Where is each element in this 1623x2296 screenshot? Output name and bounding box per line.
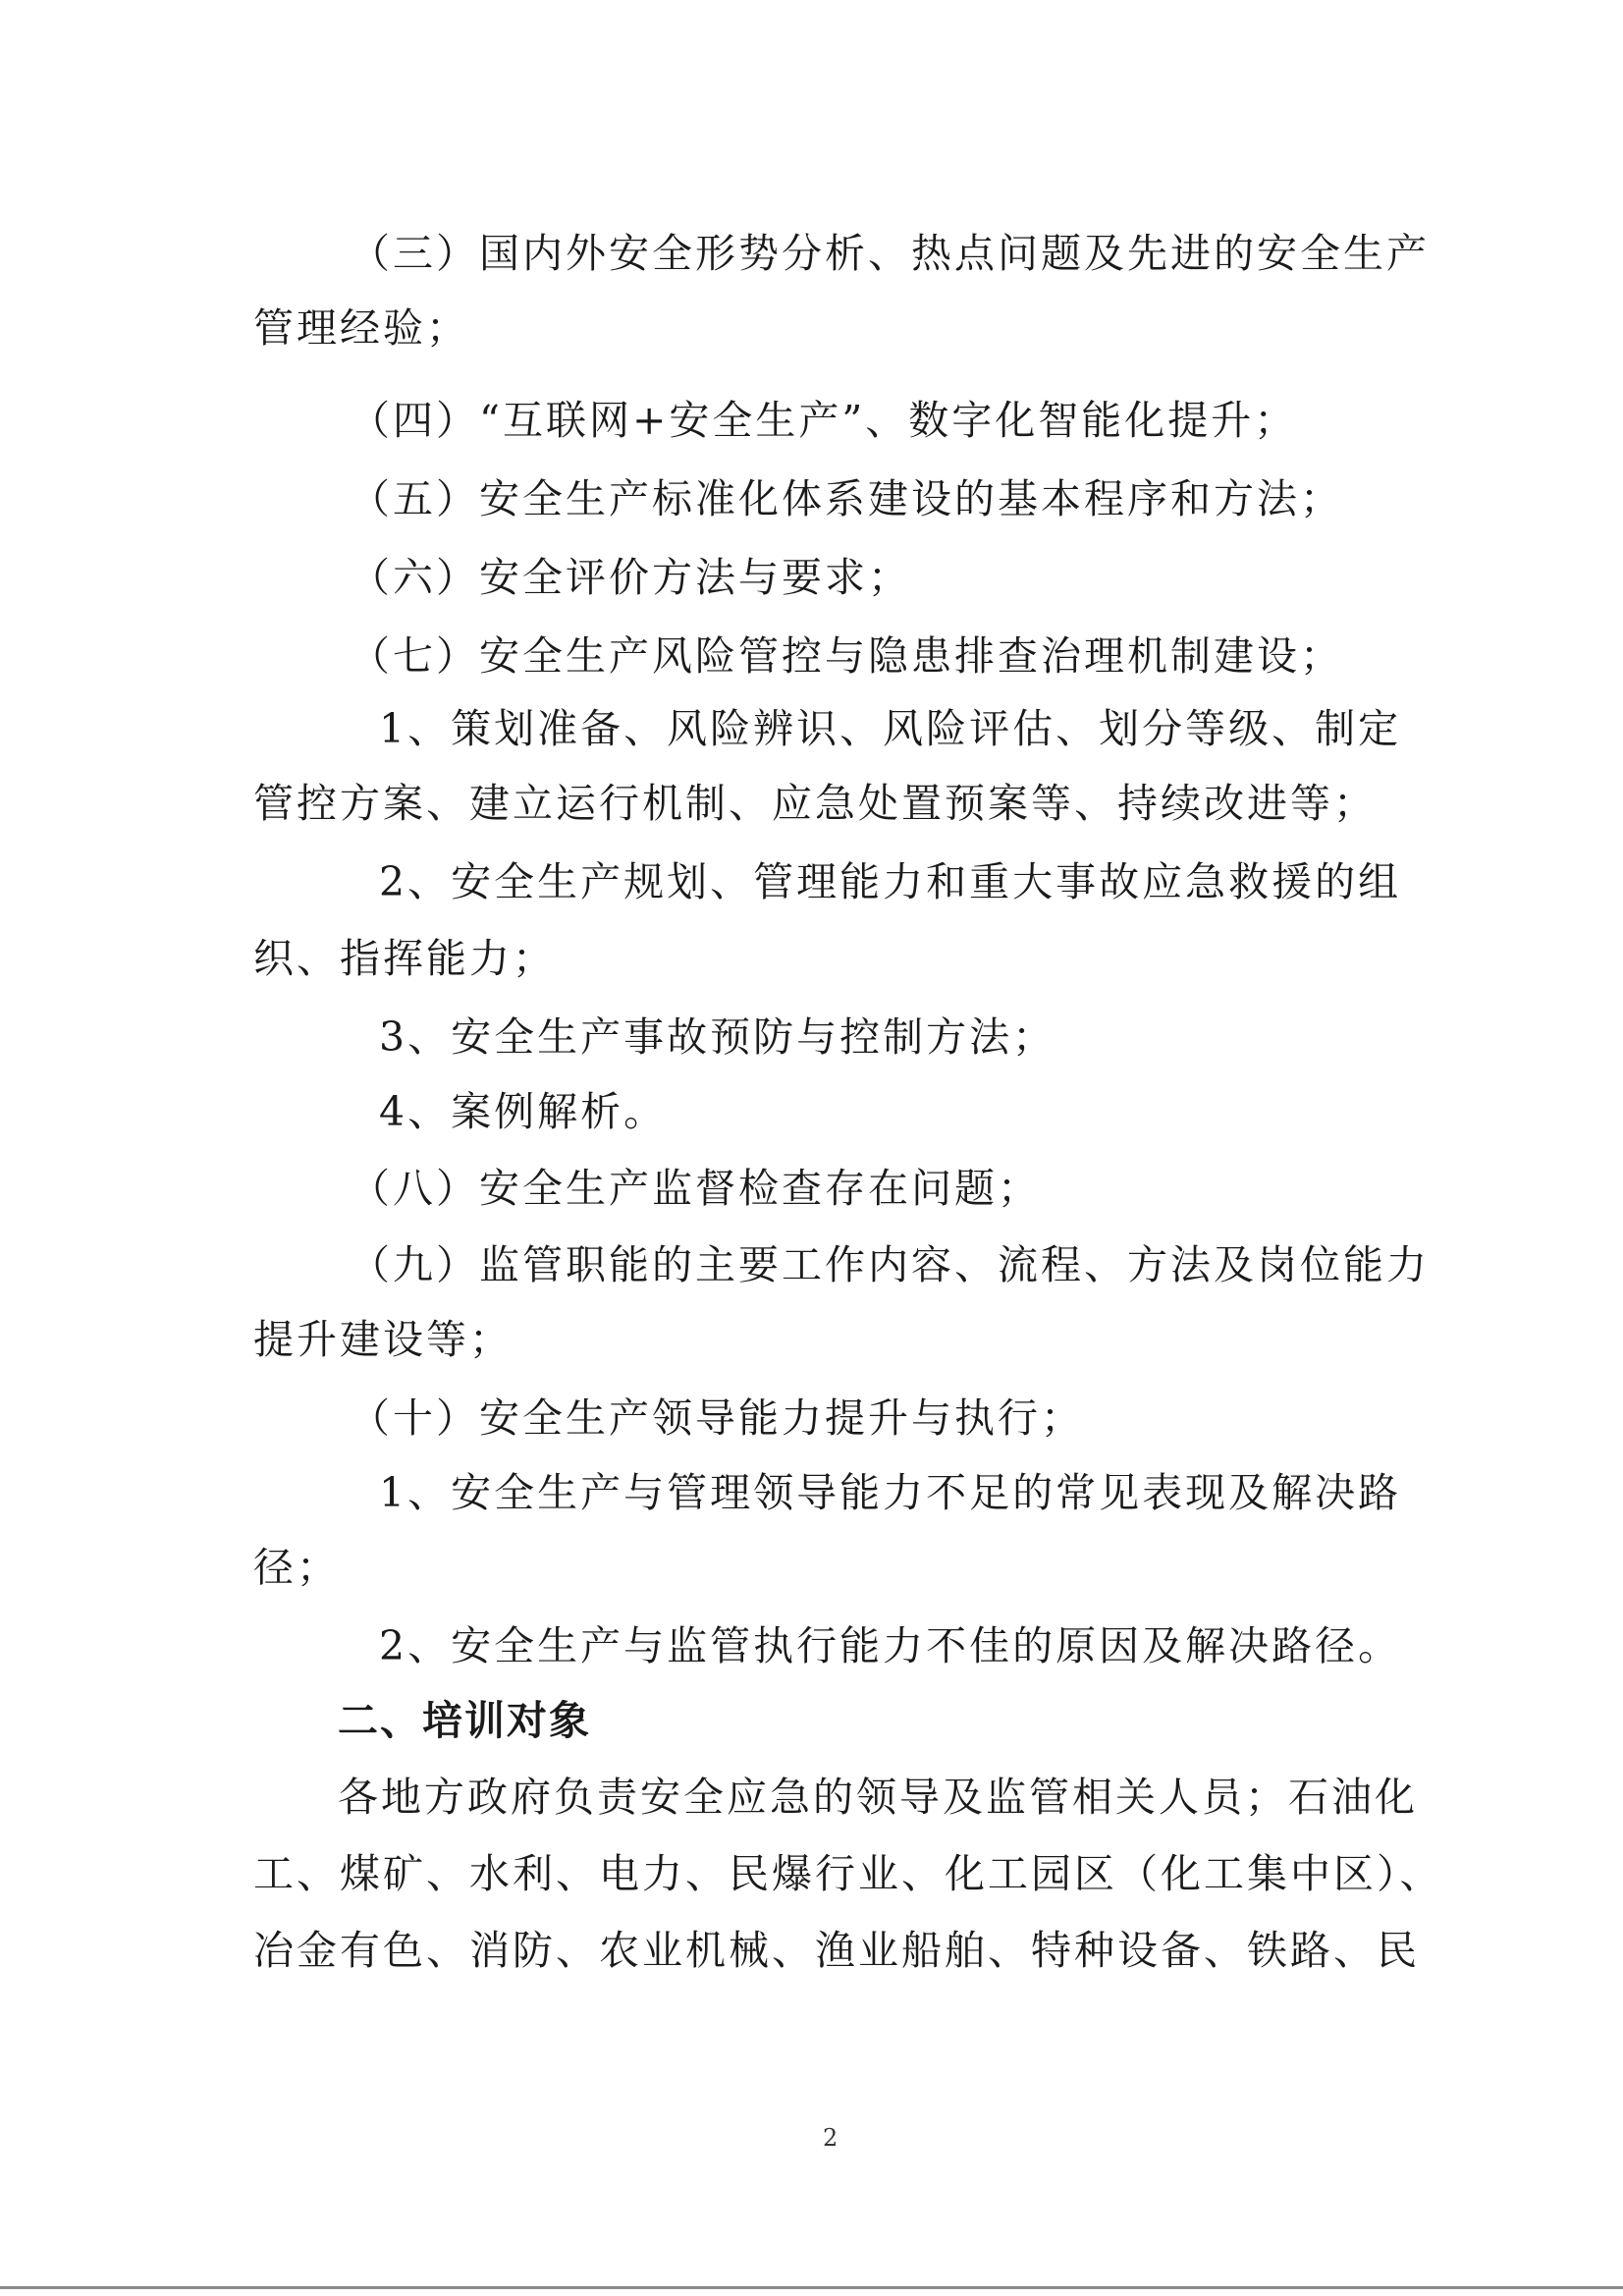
item-6: （六）安全评价方法与要求； xyxy=(350,554,911,601)
subitem-7-2-line-1: 2、安全生产规划、管理能力和重大事故应急救援的组 xyxy=(379,858,1402,905)
subitem-7-1-line-1: 1、策划准备、风险辨识、风险评估、划分等级、制定 xyxy=(379,705,1402,752)
subitem-7-1-line-2: 管控方案、建立运行机制、应急处置预案等、持续改进等； xyxy=(253,780,1377,827)
scan-edge-line xyxy=(0,2286,1623,2289)
item-3-line-2: 管理经验； xyxy=(253,304,469,352)
item-4: （四）“互联网+安全生产”、数字化智能化提升； xyxy=(350,397,1298,444)
item-8: （八）安全生产监督检查存在问题； xyxy=(350,1165,1041,1212)
item-9-line-1: （九）监管职能的主要工作内容、流程、方法及岗位能力 xyxy=(350,1241,1430,1288)
page-number: 2 xyxy=(823,2124,839,2152)
section-paragraph-line-2: 工、煤矿、水利、电力、民爆行业、化工园区（化工集中区）、 xyxy=(253,1850,1443,1897)
item-10: （十）安全生产领导能力提升与执行； xyxy=(350,1394,1084,1442)
subitem-7-3: 3、安全生产事故预防与控制方法； xyxy=(379,1013,1056,1061)
section-paragraph-line-3: 冶金有色、消防、农业机械、渔业船舶、特种设备、铁路、民 xyxy=(253,1927,1420,1974)
item-7: （七）安全生产风险管控与隐患排查治理机制建设； xyxy=(350,632,1343,680)
subitem-10-2: 2、安全生产与监管执行能力不佳的原因及解决路径。 xyxy=(379,1622,1402,1669)
item-3-line-1: （三）国内外安全形势分析、热点问题及先进的安全生产 xyxy=(350,230,1430,277)
subitem-7-4: 4、案例解析。 xyxy=(379,1088,668,1135)
section-paragraph-line-1: 各地方政府负责安全应急的领导及监管相关人员；石油化 xyxy=(338,1774,1418,1821)
subitem-10-1-line-2: 径； xyxy=(253,1544,340,1591)
subitem-10-1-line-1: 1、安全生产与管理领导能力不足的常见表现及解决路 xyxy=(379,1469,1402,1516)
subitem-7-2-line-2: 织、指挥能力； xyxy=(253,935,556,982)
item-5: （五）安全生产标准化体系建设的基本程序和方法； xyxy=(350,475,1343,522)
item-9-line-2: 提升建设等； xyxy=(253,1316,513,1363)
section-heading: 二、培训对象 xyxy=(338,1697,591,1744)
